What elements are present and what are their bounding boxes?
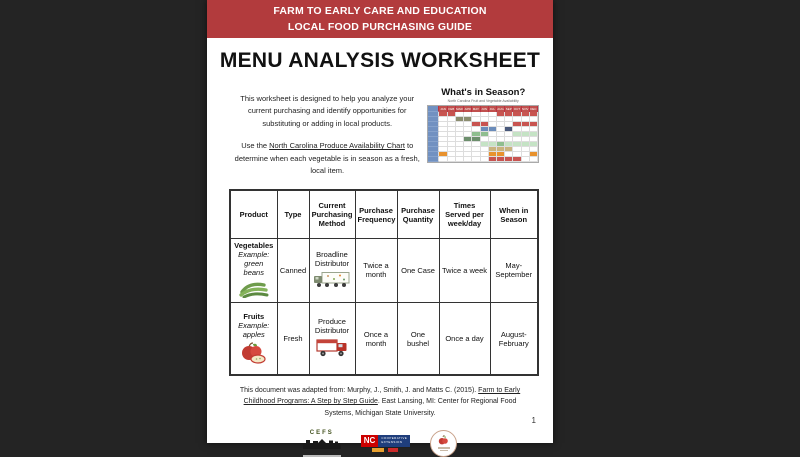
cell-quantity: One Case [397, 238, 439, 302]
season-cell [481, 157, 489, 162]
broadline-truck-icon [312, 271, 353, 290]
banner-line1: FARM TO EARLY CARE AND EDUCATION [273, 5, 487, 17]
table-row-vegetables [230, 238, 538, 302]
month-header-cell: NOV [521, 107, 529, 111]
green-beans-icon [233, 280, 275, 300]
seasonality-chart [427, 87, 539, 177]
intro-text [233, 87, 421, 177]
cell-quantity: One bushel [397, 302, 439, 375]
col-header-product: Product [230, 190, 277, 238]
cell-times-served: Once a day [439, 302, 490, 375]
cell-product-vegetables [230, 238, 277, 302]
cell-times-served: Twice a week [439, 238, 490, 302]
season-cell [472, 157, 480, 162]
product-name: Fruits [243, 311, 265, 321]
badge-apple-icon [438, 435, 449, 446]
product-example: Example: green beans [238, 249, 270, 277]
badge-text-line [438, 447, 450, 449]
cefs-logo-graphic [303, 439, 341, 449]
page-title: MENU ANALYSIS WORKSHEET [219, 49, 541, 72]
header-banner [207, 0, 553, 38]
nc-cooperative-extension-logo [361, 435, 410, 453]
nc-extension-label [378, 435, 410, 447]
cell-frequency: Once a month [355, 302, 397, 375]
season-cell [464, 157, 472, 162]
season-chart-title: What's in Season? [441, 87, 526, 98]
col-header-quantity: Purchase Quantity [397, 190, 439, 238]
banner-line2: LOCAL FOOD PURCHASING GUIDE [287, 20, 473, 33]
season-chart-subtitle: North Carolina Fruit and Vegetable Availability [447, 99, 519, 103]
table-header-row [230, 190, 538, 238]
month-header-cell: APR [464, 107, 471, 111]
month-header-cell: OCT [513, 107, 521, 111]
season-cell [497, 157, 505, 162]
availability-chart-link[interactable]: North Carolina Produce Availability Chart [269, 141, 405, 151]
nc-partner-mark-red [388, 448, 398, 452]
badge-text-line [440, 450, 448, 452]
season-cell [513, 157, 521, 162]
intro-paragraph-1: This worksheet is designed to help you analyze your current purchasing and identify opportunities for substituting or adding in local products. [240, 94, 415, 128]
nc-logo-mark: NC [361, 435, 379, 447]
nc-extension-line2: EXTENSION [381, 440, 403, 445]
farm-to-childcare-badge [430, 430, 457, 457]
method-label: Produce Distributor [314, 317, 350, 335]
season-cell [456, 157, 464, 162]
cefs-logo [303, 430, 341, 457]
col-header-method: Current Purchasing Method [309, 190, 355, 238]
col-header-times-served: Times Served per week/day [439, 190, 490, 238]
month-header-cell: DEC [530, 107, 537, 111]
month-header-cell: SEP [505, 107, 512, 111]
month-header-cell: FEB [448, 107, 455, 111]
document-page [207, 0, 553, 443]
produce-truck-icon [312, 338, 353, 360]
intro-paragraph-2 [233, 140, 421, 177]
nc-partner-mark-gold [372, 448, 384, 452]
cell-type: Canned [277, 238, 309, 302]
method-label: Broadline Distributor [314, 250, 350, 269]
month-header-cell: MAY [472, 107, 480, 111]
col-header-type: Type [277, 190, 309, 238]
citation-source-link[interactable]: Farm to Early Childhood Programs: A Step by Step Guide [243, 387, 521, 406]
intro-paragraph-2-pre: Use the [241, 141, 270, 151]
month-header-cell: JUN [481, 107, 488, 111]
footer-logos [207, 430, 553, 457]
cell-product-fruits [230, 302, 277, 375]
season-cell [489, 157, 497, 162]
season-cell [439, 157, 447, 162]
nc-extension-line1: COOPERATIVE [381, 436, 408, 441]
season-cell [530, 157, 538, 162]
col-header-frequency: Purchase Frequency [355, 190, 397, 238]
table-row-fruits [230, 302, 538, 375]
cell-type: Fresh [277, 302, 309, 375]
intro-paragraph-2-post: to determine when each vegetable is in season as a fresh, local item. [234, 141, 420, 175]
cell-frequency: Twice a month [355, 238, 397, 302]
intro-section [207, 73, 553, 177]
season-cell [448, 157, 456, 162]
citation-post: . East Lansing, MI: Center for Regional Food Systems, Michigan State University. [324, 398, 517, 417]
month-header-cell: JUL [489, 107, 495, 111]
month-header-cell: JAN [440, 107, 446, 111]
nc-partner-marks [372, 448, 398, 452]
cell-method [309, 302, 355, 375]
month-header-cell: AUG [497, 107, 504, 111]
product-example: Example: apples [238, 320, 270, 339]
cell-method [309, 238, 355, 302]
cell-season: August-February [490, 302, 538, 375]
citation-pre: This document was adapted from: Murphy, J., Smith, J. and Matts C. (2015). [239, 387, 479, 395]
season-cell [522, 157, 530, 162]
apples-icon [233, 342, 275, 366]
season-grid [427, 105, 539, 163]
cell-season: May-September [490, 238, 538, 302]
season-cell [505, 157, 513, 162]
citation-text [207, 385, 553, 419]
product-name: Vegetables [234, 240, 274, 250]
cefs-logo-label: CEFS [309, 429, 334, 436]
page-number: 1 [531, 416, 536, 425]
month-header-cell: MAR [456, 107, 463, 111]
col-header-season: When in Season [490, 190, 538, 238]
menu-analysis-table [229, 189, 539, 376]
season-row-label [428, 157, 439, 162]
